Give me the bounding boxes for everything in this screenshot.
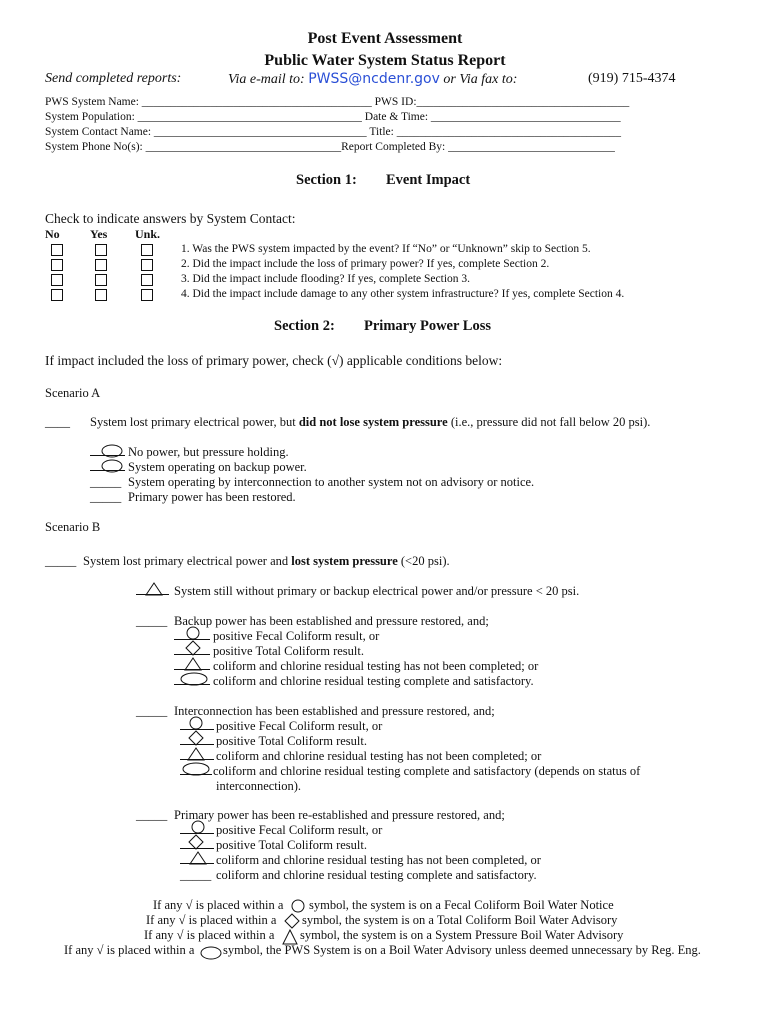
circle-symbol-icon (291, 899, 307, 913)
page-subtitle: Public Water System Status Report (264, 52, 506, 69)
diamond-symbol-icon[interactable] (185, 641, 201, 655)
checkbox-q4-unk[interactable] (141, 289, 153, 301)
checkbox-q3-yes[interactable] (95, 274, 107, 286)
checkbox-q4-yes[interactable] (95, 289, 107, 301)
fax-number: (919) 715-4374 (588, 71, 676, 86)
legend-diamond-post: symbol, the system is on a Total Coliform Boil Water Advisory (302, 913, 618, 927)
group1-item-2: positive Total Coliform result. (213, 644, 364, 658)
group1-blank[interactable]: _____ (136, 614, 168, 628)
b-still-text: System still without primary or backup electrical power and/or pressure < 20 psi. (174, 584, 580, 598)
group3-blank[interactable]: _____ (136, 808, 168, 822)
oval-symbol-icon (200, 947, 224, 961)
legend-diamond-pre: If any √ is placed within a (146, 913, 277, 927)
checkbox-q2-no[interactable] (51, 259, 63, 271)
question-3: 3. Did the impact include flooding? If yes, complete Section 3. (181, 273, 471, 285)
group2-item-3: coliform and chlorine residual testing has not been completed; or (216, 749, 542, 763)
group1-item-4: coliform and chlorine residual testing complete and satisfactory. (213, 674, 534, 688)
a-item-3: System operating by interconnection to another system not on advisory or notice. (128, 475, 535, 489)
triangle-symbol-icon[interactable] (185, 657, 203, 671)
email-link[interactable]: PWSS@ncdenr.gov (308, 71, 440, 87)
section1-number: Section 1: (296, 172, 357, 188)
a-item-1: No power, but pressure holding. (128, 445, 289, 459)
checkbox-q1-unk[interactable] (141, 244, 153, 256)
group1-item-1: positive Fecal Coliform result, or (213, 629, 380, 643)
oval-symbol-icon[interactable] (182, 763, 210, 777)
col-unk: Unk. (135, 227, 161, 241)
diamond-symbol-icon[interactable] (188, 835, 204, 849)
section2-title: Primary Power Loss (364, 318, 491, 334)
col-yes: Yes (90, 227, 108, 241)
group1-item-3: coliform and chlorine residual testing has not been completed; or (213, 659, 539, 673)
group3-item-4-blank[interactable]: _____ (180, 868, 212, 882)
triangle-symbol-icon[interactable] (146, 582, 164, 596)
circle-symbol-icon[interactable] (190, 821, 206, 835)
group2-item-4-cont: interconnection). (216, 779, 302, 793)
checkbox-q1-yes[interactable] (95, 244, 107, 256)
scenario-a-text: System lost primary electrical power, but did not lose system pressure (i.e., pressure did not fall below 20 psi). (90, 415, 651, 429)
oval-symbol-icon[interactable] (180, 673, 208, 687)
scenario-b-text: System lost primary electrical power and lost system pressure (<20 psi). (83, 554, 450, 568)
question-2: 2. Did the impact include the loss of primary power? If yes, complete Section 2. (181, 258, 550, 270)
question-4: 4. Did the impact include damage to any other system infrastructure? If yes, complete Section 4. (181, 288, 625, 300)
scenario-b-blank[interactable]: _____ (45, 554, 77, 568)
a-item-3-blank[interactable]: _____ (90, 475, 122, 489)
group3-item-2: positive Total Coliform result. (216, 838, 367, 852)
field-contact[interactable]: System Contact Name: _____________________________________ Title: _______________________________________ (45, 126, 621, 138)
section2-number: Section 2: (274, 318, 335, 334)
triangle-symbol-icon[interactable] (190, 851, 208, 865)
page-title: Post Event Assessment (307, 30, 463, 47)
legend-triangle-post: symbol, the system is on a System Pressure Boil Water Advisory (300, 928, 624, 942)
legend-oval-post: symbol, the PWS System is on a Boil Water Advisory unless deemed unnecessary by Reg. Eng. (223, 943, 701, 957)
checkbox-q4-no[interactable] (51, 289, 63, 301)
legend-circle-pre: If any √ is placed within a (153, 898, 284, 912)
checkbox-q2-unk[interactable] (141, 259, 153, 271)
group2-item-1: positive Fecal Coliform result, or (216, 719, 383, 733)
field-population[interactable]: System Population: _______________________________________ Date & Time: _________________________________ (45, 111, 621, 123)
a-item-4-blank[interactable]: _____ (90, 490, 122, 504)
email-line (228, 71, 517, 88)
group2-item-4: coliform and chlorine residual testing complete and satisfactory (depends on status of (213, 764, 641, 778)
section1-instruction: Check to indicate answers by System Contact: (45, 211, 296, 226)
circle-symbol-icon[interactable] (185, 627, 201, 641)
group2-item-2: positive Total Coliform result. (216, 734, 367, 748)
col-no: No (45, 227, 60, 241)
scenario-a-label: Scenario A (45, 386, 101, 400)
scenario-b-label: Scenario B (45, 520, 101, 534)
checkbox-q3-no[interactable] (51, 274, 63, 286)
group3-item-3: coliform and chlorine residual testing has not been completed, or (216, 853, 541, 867)
a-item-4: Primary power has been restored. (128, 490, 296, 504)
fax-prefix: or Via fax to: (443, 72, 518, 87)
checkbox-q3-unk[interactable] (141, 274, 153, 286)
group3-item-4: coliform and chlorine residual testing complete and satisfactory. (216, 868, 537, 882)
email-prefix: Via e-mail to: (228, 72, 305, 87)
group2-heading: Interconnection has been established and pressure restored, and; (174, 704, 495, 718)
field-phone[interactable]: System Phone No(s): __________________________________Report Completed By: _____________________________ (45, 141, 615, 153)
group2-blank[interactable]: _____ (136, 704, 168, 718)
group3-item-1: positive Fecal Coliform result, or (216, 823, 383, 837)
section2-intro: If impact included the loss of primary power, check (√) applicable conditions below: (45, 353, 503, 368)
legend-oval-pre: If any √ is placed within a (64, 943, 195, 957)
circle-symbol-icon[interactable] (188, 717, 204, 731)
group3-heading: Primary power has been re-established and pressure restored, and; (174, 808, 505, 822)
triangle-symbol-icon[interactable] (188, 747, 206, 761)
diamond-symbol-icon[interactable] (188, 731, 204, 745)
group1-heading: Backup power has been established and pressure restored, and; (174, 614, 489, 628)
legend-circle-post: symbol, the system is on a Fecal Coliform Boil Water Notice (309, 898, 614, 912)
diamond-symbol-icon (284, 913, 300, 929)
scenario-a-blank[interactable]: ____ (45, 415, 70, 429)
checkbox-q1-no[interactable] (51, 244, 63, 256)
section1-title: Event Impact (386, 172, 471, 188)
a-item-2: System operating on backup power. (128, 460, 307, 474)
legend-triangle-pre: If any √ is placed within a (144, 928, 275, 942)
question-1: 1. Was the PWS system impacted by the event? If “No” or “Unknown” skip to Section 5. (181, 243, 591, 255)
send-label: Send completed reports: (45, 71, 182, 86)
field-system-name[interactable]: PWS System Name: ________________________________________ PWS ID:_____________________________________ (45, 96, 630, 108)
checkbox-q2-yes[interactable] (95, 259, 107, 271)
